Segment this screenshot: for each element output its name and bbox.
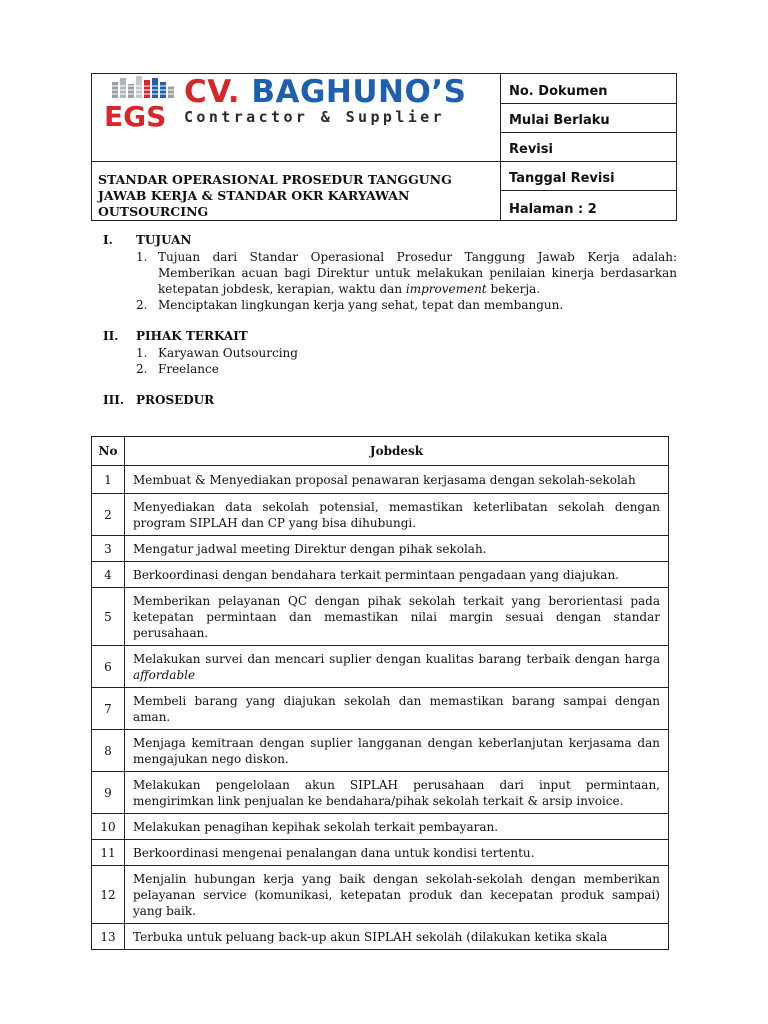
table-row: 3 Mengatur jadwal meeting Direktur dengan pihak sekolah.	[92, 536, 669, 562]
field-halaman: Halaman : 2	[509, 202, 597, 217]
table-row: 9 Melakukan pengelolaan akun SIPLAH perusahaan dari input permintaan, mengirimkan link penjualan ke bendahara/pihak sekolah terkait & arsip invoice.	[92, 772, 669, 814]
section-title: TUJUAN	[136, 233, 192, 247]
table-row: 5 Memberikan pelayanan QC dengan pihak sekolah terkait yang berorientasi pada ketepatan permintaan dan memastikan nilai margin sesuai dengan standar perusahaan.	[92, 588, 669, 646]
table-header-row	[92, 437, 669, 466]
section-number: III.	[103, 393, 125, 407]
document-title: STANDAR OPERASIONAL PROSEDUR TANGGUNG JAWAB KERJA & STANDAR OKR KARYAWAN OUTSOURCING	[98, 172, 452, 219]
svg-text:EGS: EGS	[104, 100, 167, 132]
field-tanggal-revisi: Tanggal Revisi	[509, 171, 615, 186]
table-row: 12 Menjalin hubungan kerja yang baik dengan sekolah-sekolah dengan memberikan pelayanan service (komunikasi, ketepatan produk dan kecepatan produk sampai) yang baik.	[92, 866, 669, 924]
table-row: 11 Berkoordinasi mengenai penalangan dana untuk kondisi tertentu.	[92, 840, 669, 866]
column-header-jobdesk: Jobdesk	[125, 437, 669, 466]
company-name: CV. BAGHUNO’S	[184, 74, 467, 110]
section-number: I.	[103, 233, 113, 247]
jobdesk-table	[91, 436, 669, 950]
field-no-dokumen: No. Dokumen	[509, 84, 608, 99]
field-mulai-berlaku: Mulai Berlaku	[509, 113, 610, 128]
document-page: EGS CV. BAGHUNO’S Contractor & Supplier STANDAR OPERASIONAL PROSEDUR TANGGUNG JAWAB KERJA & STANDAR OKR KARYAWAN OUTSOURCING No. Dokumen Mulai Berlaku Revisi Tanggal Revisi Halaman : 2 I. TUJUAN 1. Tujuan dari Standar Operasional Prosedur Tanggung Jawab Kerja adalah: Memberikan acuan bagi Direktur untuk melakukan penilaian kinerja berdasarkan ketepatan jobdesk, kerapian, waktu dan improvement bekerja. 2. Menciptakan lingkungan kerja yang sehat, tepat dan membangun. II. PIHAK TERKAIT 1. Karyawan Outsourcing 2. Freelance III. PROSEDUR No Jobdesk 1 Membuat & Menyediakan proposal penawaran kerjasama dengan sekolah-sekolah 2 Menyediakan data sekolah potensial, memastikan keterlibatan sekolah dengan program SIPLAH dan CP yang bisa dihubungi. 3 Mengatur jadwal meeting Direktur dengan pihak sekolah. 4 Berkoordinasi dengan bendahara terkait permintaan pengadaan yang diajukan. 5 Memberikan pelayanan QC dengan pihak sekolah terkait yang berorientasi pada ketepatan permintaan dan memastikan nilai margin sesuai dengan standar perusahaan. 6 Melakukan survei dan mencari suplier dengan kualitas barang terbaik dengan harga affordable 7 Membeli barang yang diajukan sekolah dan memastikan barang sampai dengan aman. 8 Menjaga kemitraan dengan suplier langganan dengan keberlanjutan kerjasama dan mengajukan nego diskon. 9 Melakukan pengelolaan akun SIPLAH perusahaan dari input permintaan, mengirimkan link penjualan ke bendahara/pihak sekolah terkait & arsip invoice. 10 Melakukan penagihan kepihak sekolah terkait pembayaran. 11 Berkoordinasi mengenai penalangan dana untuk kondisi tertentu. 12 Menjalin hubungan kerja yang baik dengan sekolah-sekolah dengan memberikan pelayanan service (komunikasi, ketepatan produk dan kecepatan produk sampai) yang baik. 13 Terbuka untuk peluang back-up akun SIPLAH sekolah (dilakukan ketika skala	[0, 0, 768, 1024]
table-row: 7 Membeli barang yang diajukan sekolah dan memastikan barang sampai dengan aman.	[92, 688, 669, 730]
table-row: 13 Terbuka untuk peluang back-up akun SIPLAH sekolah (dilakukan ketika skala	[92, 924, 669, 950]
section-number: II.	[103, 329, 119, 343]
table-row: 4 Berkoordinasi dengan bendahara terkait permintaan pengadaan yang diajukan.	[92, 562, 669, 588]
table-row: 2 Menyediakan data sekolah potensial, memastikan keterlibatan sekolah dengan program SIPLAH dan CP yang bisa dihubungi.	[92, 494, 669, 536]
table-row: 10 Melakukan penagihan kepihak sekolah terkait pembayaran.	[92, 814, 669, 840]
table-row: 1 Membuat & Menyediakan proposal penawaran kerjasama dengan sekolah-sekolah	[92, 466, 669, 494]
company-tagline: Contractor & Supplier	[184, 108, 446, 126]
section-title: PROSEDUR	[136, 393, 215, 407]
column-header-no: No	[92, 437, 125, 466]
table-row: 8 Menjaga kemitraan dengan suplier langganan dengan keberlanjutan kerjasama dan mengajukan nego diskon.	[92, 730, 669, 772]
field-revisi: Revisi	[509, 142, 553, 157]
section-title: PIHAK TERKAIT	[136, 329, 248, 343]
table-row: 6 Melakukan survei dan mencari suplier dengan kualitas barang terbaik dengan harga affordable	[92, 646, 669, 688]
